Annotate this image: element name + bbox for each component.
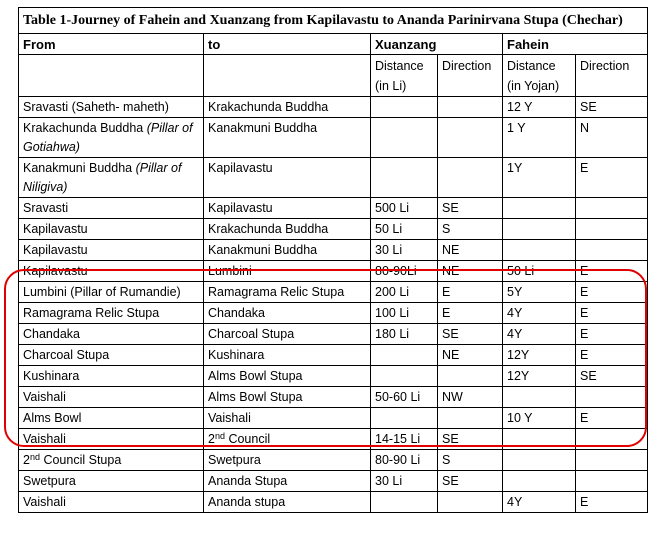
- from-cell: [19, 324, 204, 345]
- from-cell: [19, 282, 204, 303]
- table-row: [19, 303, 648, 324]
- to-text: Lumbini: [208, 264, 252, 278]
- xuanzang-distance-text: 50-60 Li: [375, 390, 421, 404]
- to-text: Krakachunda Buddha: [208, 222, 329, 236]
- subheader-empty-from: [19, 55, 204, 97]
- from-text: (Pillar of Gotiahwa): [23, 121, 193, 154]
- fahein-distance-text: 1 Y: [507, 121, 526, 135]
- xuanzang-distance-cell: [371, 429, 438, 450]
- xuanzang-distance-text: 500 Li: [375, 201, 410, 215]
- xuanzang-direction-cell: [438, 471, 503, 492]
- from-cell: [19, 387, 204, 408]
- to-text: Chandaka: [208, 306, 265, 320]
- xuanzang-direction-cell: [438, 118, 503, 158]
- to-cell: [204, 219, 371, 240]
- from-cell: [19, 408, 204, 429]
- xuanzang-distance-cell: [371, 118, 438, 158]
- table-row: [19, 324, 648, 345]
- table-row: [19, 387, 648, 408]
- xuanzang-distance-text: 180 Li: [375, 327, 410, 341]
- xuanzang-distance-cell: [371, 282, 438, 303]
- table-row: [19, 219, 648, 240]
- to-cell: [204, 97, 371, 118]
- xuanzang-distance-cell: [371, 158, 438, 198]
- fahein-distance-cell: [503, 345, 576, 366]
- xuanzang-distance-text: 80-90 Li: [375, 453, 421, 467]
- fahein-distance-text: 4Y: [507, 327, 523, 341]
- from-text: Ramagrama Relic Stupa: [23, 306, 160, 320]
- xuanzang-direction-cell: [438, 261, 503, 282]
- fahein-distance-text: 4Y: [507, 306, 523, 320]
- fahein-direction-cell: [576, 366, 648, 387]
- subheader-empty-to: [204, 55, 371, 97]
- to-cell: [204, 387, 371, 408]
- to-cell: [204, 303, 371, 324]
- from-cell: [19, 118, 204, 158]
- fahein-direction-cell: [576, 387, 648, 408]
- from-cell: [19, 158, 204, 198]
- fahein-direction-cell: [576, 492, 648, 513]
- fahein-distance-cell: [503, 471, 576, 492]
- to-cell: [204, 345, 371, 366]
- fahein-direction-cell: [576, 303, 648, 324]
- from-cell: [19, 219, 204, 240]
- from-text: Lumbini (Pillar of Rumandie): [23, 285, 181, 299]
- to-cell: [204, 198, 371, 219]
- xuanzang-direction-cell: [438, 450, 503, 471]
- xuanzang-direction-text: NE: [442, 348, 460, 362]
- table-row: [19, 492, 648, 513]
- from-cell: [19, 450, 204, 471]
- to-cell: [204, 118, 371, 158]
- to-text: Council: [224, 432, 271, 446]
- xuanzang-distance-cell: [371, 492, 438, 513]
- fahein-distance-cell: [503, 240, 576, 261]
- xuanzang-distance-cell: [371, 97, 438, 118]
- from-text: Vaishali: [23, 495, 66, 509]
- header-fahein: Fahein: [503, 34, 648, 55]
- from-text: Kushinara: [23, 369, 80, 383]
- xuanzang-distance-cell: [371, 219, 438, 240]
- from-cell: [19, 429, 204, 450]
- from-cell: [19, 303, 204, 324]
- from-text: Vaishali: [23, 432, 66, 446]
- xuanzang-direction-cell: [438, 387, 503, 408]
- xuanzang-direction-cell: [438, 492, 503, 513]
- table-row: [19, 345, 648, 366]
- from-text: Kanakmuni Buddha: [23, 161, 133, 175]
- xuanzang-direction-cell: [438, 303, 503, 324]
- xuanzang-direction-text: S: [442, 453, 451, 467]
- xuanzang-distance-cell: [371, 261, 438, 282]
- from-cell: [19, 471, 204, 492]
- fahein-direction-text: E: [580, 161, 589, 175]
- fahein-direction-cell: [576, 240, 648, 261]
- fahein-direction-text: N: [580, 121, 590, 135]
- fahein-distance-cell: [503, 118, 576, 158]
- to-cell: [204, 492, 371, 513]
- xuanzang-direction-text: SE: [442, 201, 459, 215]
- from-cell: [19, 492, 204, 513]
- table-row: [19, 282, 648, 303]
- xuanzang-distance-cell: [371, 198, 438, 219]
- fahein-direction-cell: [576, 408, 648, 429]
- xuanzang-distance-cell: [371, 387, 438, 408]
- fahein-distance-cell: [503, 97, 576, 118]
- from-text: Krakachunda Buddha: [23, 121, 144, 135]
- fahein-direction-cell: [576, 219, 648, 240]
- fahein-direction-cell: [576, 471, 648, 492]
- from-cell: [19, 366, 204, 387]
- fahein-distance-cell: [503, 158, 576, 198]
- xuanzang-direction-text: NE: [442, 243, 460, 257]
- fahein-direction-text: E: [580, 327, 589, 341]
- fahein-distance-cell: [503, 324, 576, 345]
- table-row: [19, 198, 648, 219]
- table-row: [19, 471, 648, 492]
- table-row: [19, 261, 648, 282]
- fahein-direction-cell: [576, 158, 648, 198]
- to-cell: [204, 429, 371, 450]
- table-title: Table 1-Journey of Fahein and Xuanzang from Kapilavastu to Ananda Parinirvana Stupa (Chechar): [19, 8, 648, 34]
- xuanzang-direction-text: E: [442, 306, 451, 320]
- to-text: Vaishali: [208, 411, 251, 425]
- to-cell: [204, 324, 371, 345]
- xuanzang-direction-cell: [438, 429, 503, 450]
- fahein-direction-text: E: [580, 285, 589, 299]
- to-text: 2: [208, 432, 215, 446]
- xuanzang-direction-cell: [438, 366, 503, 387]
- from-text: Charcoal Stupa: [23, 348, 110, 362]
- to-text: Swetpura: [208, 453, 261, 467]
- xuanzang-distance-text: 200 Li: [375, 285, 410, 299]
- xuanzang-direction-text: E: [442, 285, 451, 299]
- fahein-distance-text: 5Y: [507, 285, 523, 299]
- to-text: Ananda stupa: [208, 495, 286, 509]
- subheader-xuanzang-direction: Direction: [438, 55, 503, 97]
- fahein-distance-text: 12 Y: [507, 100, 533, 114]
- from-text: Kapilavastu: [23, 222, 88, 236]
- to-text: Charcoal Stupa: [208, 327, 295, 341]
- from-text: Kapilavastu: [23, 243, 88, 257]
- to-cell: [204, 366, 371, 387]
- xuanzang-distance-text: 50 Li: [375, 222, 403, 236]
- xuanzang-direction-text: NW: [442, 390, 463, 404]
- to-text: Alms Bowl Stupa: [208, 369, 303, 383]
- table-row: [19, 366, 648, 387]
- fahein-direction-cell: [576, 324, 648, 345]
- fahein-distance-text: 1Y: [507, 161, 523, 175]
- to-text: Alms Bowl Stupa: [208, 390, 303, 404]
- fahein-distance-cell: [503, 261, 576, 282]
- to-cell: [204, 408, 371, 429]
- from-text: Vaishali: [23, 390, 66, 404]
- xuanzang-direction-cell: [438, 345, 503, 366]
- xuanzang-distance-cell: [371, 408, 438, 429]
- to-text: Kushinara: [208, 348, 265, 362]
- from-cell: [19, 97, 204, 118]
- xuanzang-distance-cell: [371, 471, 438, 492]
- fahein-distance-text: 12Y: [507, 369, 530, 383]
- from-text: Kapilavastu: [23, 264, 88, 278]
- table-row: [19, 408, 648, 429]
- fahein-distance-cell: [503, 366, 576, 387]
- xuanzang-distance-cell: [371, 240, 438, 261]
- xuanzang-direction-text: SE: [442, 432, 459, 446]
- fahein-distance-text: 50 Li: [507, 264, 535, 278]
- header-row: [19, 34, 648, 55]
- fahein-distance-cell: [503, 219, 576, 240]
- xuanzang-direction-cell: [438, 198, 503, 219]
- xuanzang-distance-text: 30 Li: [375, 474, 403, 488]
- table-row: [19, 429, 648, 450]
- fahein-direction-text: SE: [580, 369, 597, 383]
- fahein-direction-cell: [576, 261, 648, 282]
- to-cell: [204, 158, 371, 198]
- fahein-distance-text: 4Y: [507, 495, 523, 509]
- to-text: Kapilavastu: [208, 161, 273, 175]
- to-cell: [204, 261, 371, 282]
- from-text: nd: [29, 452, 40, 462]
- xuanzang-direction-cell: [438, 408, 503, 429]
- fahein-direction-text: E: [580, 495, 589, 509]
- title-row: [19, 8, 648, 34]
- xuanzang-distance-text: 30 Li: [375, 243, 403, 257]
- fahein-distance-cell: [503, 492, 576, 513]
- fahein-direction-cell: [576, 450, 648, 471]
- fahein-direction-cell: [576, 282, 648, 303]
- xuanzang-direction-text: SE: [442, 327, 459, 341]
- subheader-xuanzang-distance: Distance (in Li): [371, 55, 438, 97]
- xuanzang-distance-cell: [371, 303, 438, 324]
- from-text: Sravasti (Saheth- maheth): [23, 100, 169, 114]
- table-row: [19, 118, 648, 158]
- from-cell: [19, 240, 204, 261]
- from-text: Chandaka: [23, 327, 80, 341]
- journey-table: [18, 7, 648, 513]
- to-text: Kanakmuni Buddha: [208, 243, 318, 257]
- fahein-direction-text: E: [580, 348, 589, 362]
- xuanzang-direction-text: S: [442, 222, 451, 236]
- xuanzang-distance-text: 80-90Li: [375, 264, 417, 278]
- xuanzang-direction-text: NE: [442, 264, 460, 278]
- fahein-distance-cell: [503, 387, 576, 408]
- to-text: Krakachunda Buddha: [208, 100, 329, 114]
- to-cell: [204, 471, 371, 492]
- subheader-row: [19, 55, 648, 97]
- table-row: [19, 158, 648, 198]
- xuanzang-direction-cell: [438, 219, 503, 240]
- to-text: Kanakmuni Buddha: [208, 121, 318, 135]
- fahein-direction-cell: [576, 345, 648, 366]
- from-cell: [19, 345, 204, 366]
- fahein-distance-cell: [503, 282, 576, 303]
- fahein-direction-cell: [576, 429, 648, 450]
- xuanzang-distance-text: 14-15 Li: [375, 432, 421, 446]
- xuanzang-distance-cell: [371, 324, 438, 345]
- xuanzang-distance-cell: [371, 450, 438, 471]
- fahein-distance-text: 10 Y: [507, 411, 533, 425]
- fahein-distance-cell: [503, 198, 576, 219]
- xuanzang-direction-text: SE: [442, 474, 459, 488]
- subheader-fahein-direction: Direction: [576, 55, 648, 97]
- from-text: Swetpura: [23, 474, 76, 488]
- xuanzang-direction-cell: [438, 158, 503, 198]
- fahein-distance-cell: [503, 450, 576, 471]
- fahein-distance-cell: [503, 303, 576, 324]
- to-cell: [204, 450, 371, 471]
- xuanzang-direction-cell: [438, 97, 503, 118]
- xuanzang-distance-cell: [371, 366, 438, 387]
- header-to: to: [204, 34, 371, 55]
- fahein-direction-cell: [576, 97, 648, 118]
- fahein-direction-cell: [576, 198, 648, 219]
- to-cell: [204, 282, 371, 303]
- to-text: Ramagrama Relic Stupa: [208, 285, 345, 299]
- fahein-direction-text: SE: [580, 100, 597, 114]
- xuanzang-direction-cell: [438, 240, 503, 261]
- from-text: (Pillar of Niligiva): [23, 161, 182, 194]
- subheader-fahein-distance: Distance (in Yojan): [503, 55, 576, 97]
- header-xuanzang: Xuanzang: [371, 34, 503, 55]
- fahein-distance-cell: [503, 408, 576, 429]
- from-text: Council Stupa: [39, 453, 122, 467]
- fahein-direction-text: E: [580, 411, 589, 425]
- fahein-distance-cell: [503, 429, 576, 450]
- table-row: [19, 240, 648, 261]
- to-cell: [204, 240, 371, 261]
- from-text: Alms Bowl: [23, 411, 82, 425]
- fahein-direction-text: E: [580, 264, 589, 278]
- xuanzang-distance-cell: [371, 345, 438, 366]
- table-row: [19, 450, 648, 471]
- from-text: Sravasti: [23, 201, 69, 215]
- fahein-direction-cell: [576, 118, 648, 158]
- fahein-distance-text: 12Y: [507, 348, 530, 362]
- xuanzang-direction-cell: [438, 282, 503, 303]
- xuanzang-direction-cell: [438, 324, 503, 345]
- from-cell: [19, 261, 204, 282]
- from-cell: [19, 198, 204, 219]
- header-from: From: [19, 34, 204, 55]
- to-text: Kapilavastu: [208, 201, 273, 215]
- fahein-direction-text: E: [580, 306, 589, 320]
- table-row: [19, 97, 648, 118]
- to-text: nd: [214, 431, 225, 441]
- xuanzang-distance-text: 100 Li: [375, 306, 410, 320]
- from-text: 2: [23, 453, 30, 467]
- to-text: Ananda Stupa: [208, 474, 288, 488]
